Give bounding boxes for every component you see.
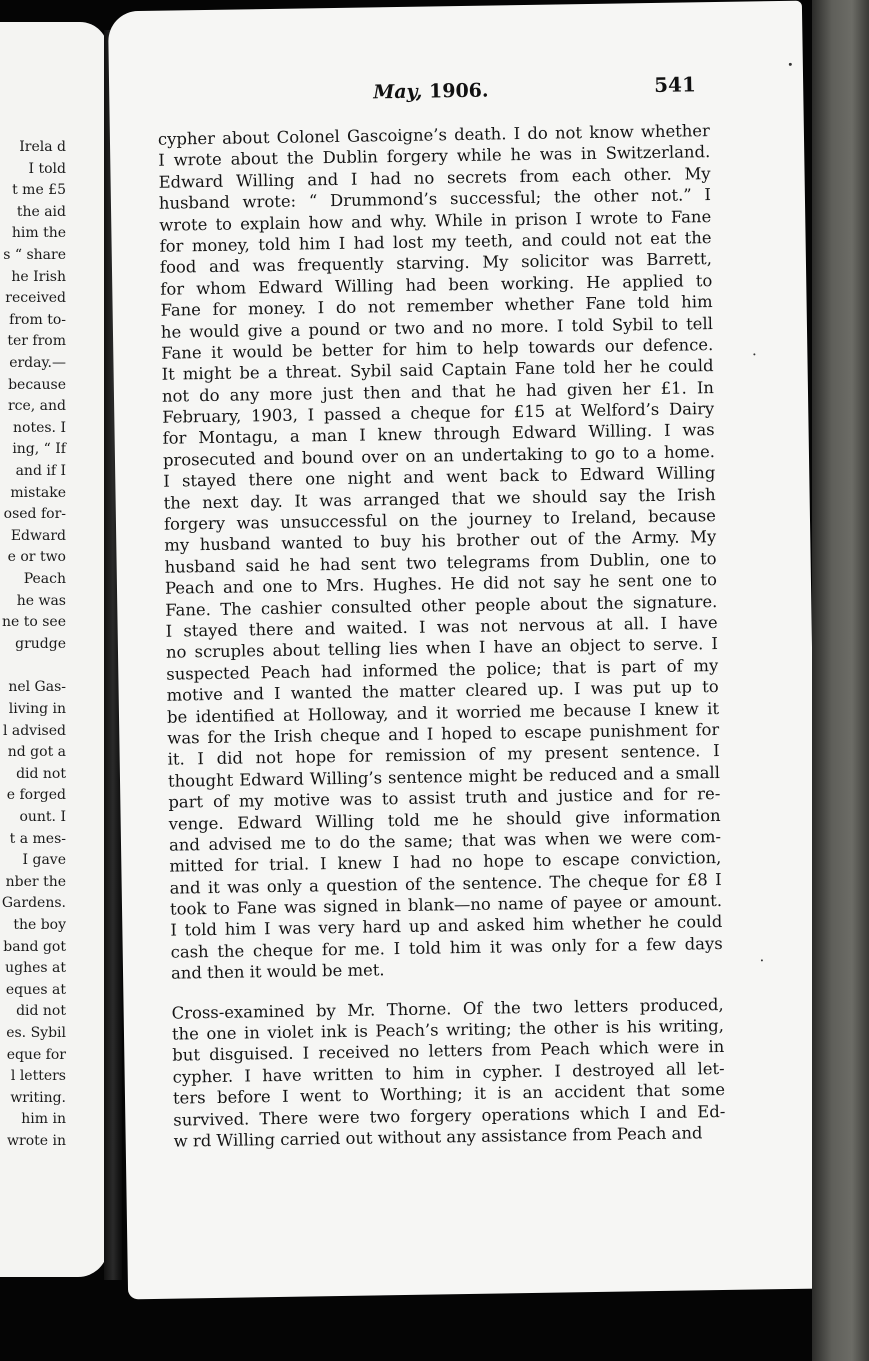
text-line: w rd Willing carried out without any assistance from Peach and <box>173 1123 703 1151</box>
left-page-fragment: Edward <box>10 527 66 544</box>
left-page-fragment: e forged <box>6 787 66 804</box>
running-header <box>109 71 803 112</box>
left-page-fragment: s “ share <box>3 247 66 263</box>
text-line: Edward Willing and I had no secrets from each other. My <box>158 163 711 192</box>
left-page-fragment: eque for <box>6 1046 66 1063</box>
text-line: for Montagu, a man I knew through Edward Willing. I was <box>162 420 715 449</box>
text-line: I wrote about the Dublin forgery while he was in Switzerland. <box>158 142 711 171</box>
text-line: survived. There were two forgery operations which I and Ed- <box>173 1101 726 1130</box>
left-page-fragment: eques at <box>5 981 66 998</box>
left-page-fragment: writing. <box>10 1089 66 1106</box>
text-line: be identified at Holloway, and it worried me because I knew it <box>166 698 720 727</box>
left-page-fragment: because <box>8 376 66 393</box>
header-year: 1906. <box>428 79 489 103</box>
text-line: food and was frequently starving. My solicitor was Barrett, <box>159 249 713 278</box>
left-page-fragment: received <box>5 290 66 307</box>
text-line: February, 1903, I passed a cheque for £15 at Welford’s Dairy <box>162 399 715 427</box>
left-page-fragment: I told <box>28 160 66 177</box>
text-line: I stayed there one night and went back to Edward Willing <box>163 463 716 491</box>
header-date <box>373 80 489 104</box>
right-page <box>108 1 822 1300</box>
left-page-fragment: Gardens. <box>1 895 66 912</box>
text-line: not do any more just then and that he had given her £1. In <box>161 377 715 406</box>
text-line: for money, told him I had lost my teeth, and could not eat the <box>159 228 712 256</box>
text-line: mitted for trial. I knew I had no hope to escape conviction, <box>169 848 722 876</box>
left-page-fragment: I gave <box>22 852 66 869</box>
left-page-fragment: ughes at <box>5 960 66 977</box>
left-page-fragment: nel Gas- <box>8 679 66 696</box>
left-page-fragment: Peach <box>23 571 66 587</box>
text-line: and then it would be met. <box>170 960 385 983</box>
page-number: 541 <box>653 72 697 97</box>
text-line: and it was only a question of the sentence. The cheque for £8 I <box>169 869 722 898</box>
text-line: I stayed there and waited. I was not nervous at all. I have <box>165 613 718 641</box>
book-edge <box>812 0 869 1361</box>
text-line: and advised me to do the same; that was when we were com- <box>168 826 722 855</box>
left-page-fragment: him in <box>21 1111 66 1128</box>
text-line: no scruples about telling lies when I have an object to serve. I <box>165 634 719 663</box>
text-line: husband wrote: “ Drummond’s successful; the other not.” I <box>158 185 712 213</box>
left-page-fragment: e or two <box>7 549 66 566</box>
left-page-fragment: grudge <box>15 635 66 652</box>
text-line: the next day. It was arranged that we should say the Irish <box>163 484 716 513</box>
left-page-fragment: the boy <box>13 917 66 933</box>
text-line: part of my motive was to assist truth and justice and for re- <box>168 784 721 812</box>
left-page-fragment: from to- <box>9 311 66 328</box>
left-page <box>0 22 108 1277</box>
left-page-fragment: mistake <box>10 484 66 501</box>
text-line: Fane it would be better for him to help towards our defence. <box>161 334 714 363</box>
body-text <box>158 120 726 1152</box>
left-page-fragment: es. Sybil <box>6 1025 66 1041</box>
left-page-fragment: rce, and <box>7 398 66 415</box>
text-line: Fane. The cashier consulted other people about the signature. <box>165 591 718 620</box>
text-line: prosecuted and bound over on an undertaking to go to a home. <box>162 441 716 470</box>
left-page-fragment: ter from <box>7 333 66 350</box>
text-line: cypher about Colonel Gascoigne’s death. I do not know whether <box>157 121 711 149</box>
text-line: the one in violet ink is Peach’s writing; the other is his writing, <box>171 1015 725 1044</box>
text-line: he would give a pound or two and no more. I told Sybil to tell <box>160 313 714 342</box>
text-line: took to Fane was signed in blank—no name of payee or amount. <box>169 891 723 919</box>
left-page-fragment: nd got a <box>7 744 66 761</box>
left-page-fragment: and if I <box>15 463 66 479</box>
text-line: was for the Irish cheque and I hoped to escape punishment for <box>167 719 720 748</box>
left-page-fragment: erday.— <box>9 355 66 371</box>
text-line: motive and I wanted the matter cleared up. I was put up to <box>166 677 719 705</box>
text-line: Cross-examined by Mr. Thorne. Of the two letters produced, <box>171 994 724 1023</box>
paragraph-testimony <box>158 120 723 984</box>
left-page-fragment: he Irish <box>11 268 66 285</box>
left-page-fragment: living in <box>8 701 66 717</box>
left-page-fragment: ount. I <box>19 809 66 825</box>
text-line: wrote to explain how and why. While in prison I wrote to Fane <box>159 206 712 235</box>
text-line: suspected Peach had informed the police; that is part of my <box>166 655 719 684</box>
left-page-fragment: he was <box>16 592 66 609</box>
left-page-fragment: ing, “ If <box>12 441 66 458</box>
paragraph-cross-examination <box>171 994 725 1152</box>
left-page-fragment: t me £5 <box>12 182 66 199</box>
left-page-fragment: him the <box>11 225 66 242</box>
text-line: my husband wanted to buy his brother out of the Army. My <box>164 527 717 556</box>
text-line: but disguised. I received no letters from Peach which were in <box>172 1037 725 1066</box>
text-line: Fane for money. I do not remember whether Fane told him <box>160 292 713 320</box>
left-page-fragment: notes. I <box>13 419 66 436</box>
text-line: ters before I went to Worthing; it is an accident that some <box>172 1080 726 1108</box>
left-page-fragment: osed for- <box>3 506 66 523</box>
left-page-fragment: t a mes- <box>9 830 66 847</box>
text-line: I told him I was very hard up and asked him whether he could <box>170 912 723 941</box>
text-line: It might be a threat. Sybil said Captain Fane told her he could <box>161 356 714 385</box>
left-page-fragment: ne to see <box>1 614 66 631</box>
text-line: cypher. I have written to him in cypher. I destroyed all let- <box>172 1058 725 1087</box>
text-line: cash the cheque for me. I told him it was only for a few days <box>170 933 723 962</box>
text-line: husband said he had sent two telegrams from Dublin, one to <box>164 548 717 577</box>
left-page-fragment: l advised <box>2 722 66 739</box>
left-page-fragment: l letters <box>10 1068 66 1085</box>
text-line: it. I did not hope for remission of my present sentence. I <box>167 741 720 770</box>
text-line: for whom Edward Willing had been working. He applied to <box>160 270 713 299</box>
left-page-fragment: Irela d <box>19 139 66 155</box>
text-line: venge. Edward Willing told me he should give information <box>168 805 721 834</box>
header-month: May, <box>373 80 423 104</box>
left-page-fragment: the aid <box>16 203 66 220</box>
left-page-fragment: did not <box>16 1003 66 1020</box>
left-page-fragment: nber the <box>5 873 66 890</box>
left-page-fragment: band got <box>3 938 66 955</box>
left-page-fragment: wrote in <box>7 1133 66 1149</box>
left-page-fragment: did not <box>16 765 66 782</box>
text-line: forgery was unsuccessful on the journey to Ireland, because <box>163 506 717 534</box>
text-line: thought Edward Willing’s sentence might be reduced and a small <box>167 762 721 791</box>
text-line: Peach and one to Mrs. Hughes. He did not say he sent one to <box>164 570 718 598</box>
